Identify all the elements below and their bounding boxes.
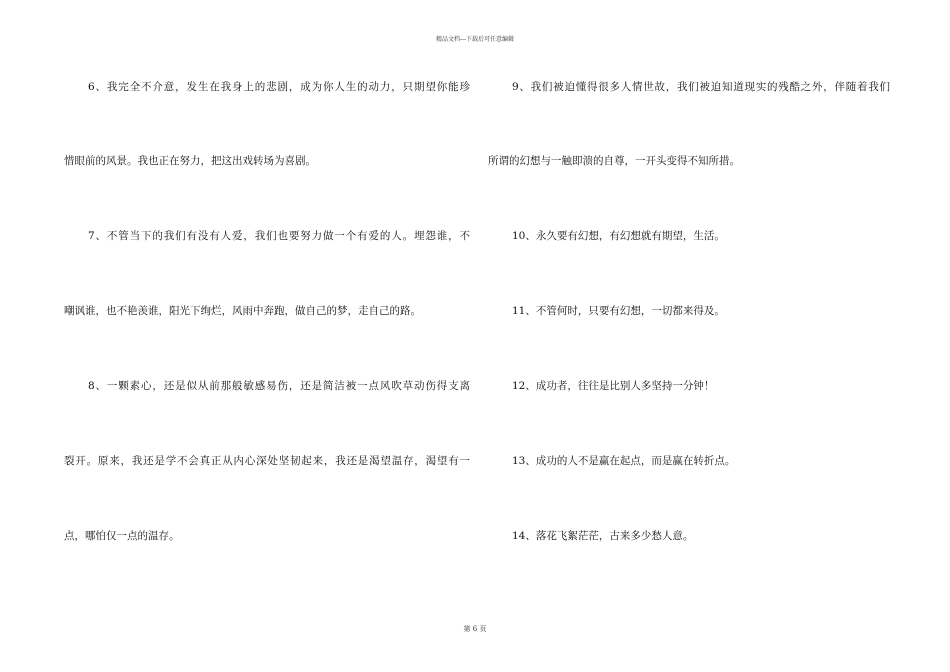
paragraph-6-line-1: 6、我完全不介意，发生在我身上的悲剧，成为你人生的动力，只期望你能珍 [88,81,470,93]
paragraph-10: 10、永久要有幻想，有幻想就有期望，生活。 [512,230,725,242]
page-header: 精品文档---下载后可任意编辑 [435,36,515,43]
paragraph-14: 14、落花飞絮茫茫，古来多少愁人意。 [512,530,694,542]
paragraph-7-line-1: 7、不管当下的我们有没有人爱，我们也要努力做一个有爱的人。埋怨谁，不 [88,230,470,242]
paragraph-8-line-3: 点，哪怕仅一点的温存。 [64,530,180,542]
paragraph-6-line-2: 惜眼前的风景。我也正在努力，把这出戏转场为喜剧。 [64,155,316,167]
paragraph-7-line-2: 嘲讽谁，也不艳羡谁，阳光下绚烂，风雨中奔跑，做自己的梦，走自己的路。 [64,305,421,317]
paragraph-11: 11、不管何时，只要有幻想，一切都来得及。 [512,305,725,317]
paragraph-9-line-1: 9、我们被迫懂得很多人情世故，我们被迫知道现实的残酷之外，伴随着我们 [512,81,890,93]
page-number: 第 6 页 [463,625,487,633]
paragraph-9-line-2: 所谓的幻想与一触即溃的自尊，一开头变得不知所措。 [488,155,740,167]
paragraph-12: 12、成功者，往往是比别人多坚持一分钟！ [512,380,715,392]
paragraph-13: 13、成功的人不是赢在起点，而是赢在转折点。 [512,455,736,467]
paragraph-8-line-1: 8、一颗素心，还是似从前那般敏感易伤，还是简洁被一点风吹草动伤得支离 [88,380,470,392]
paragraph-8-line-2: 裂开。原来，我还是学不会真正从内心深处坚韧起来，我还是渴望温存，渴望有一 [64,455,470,467]
